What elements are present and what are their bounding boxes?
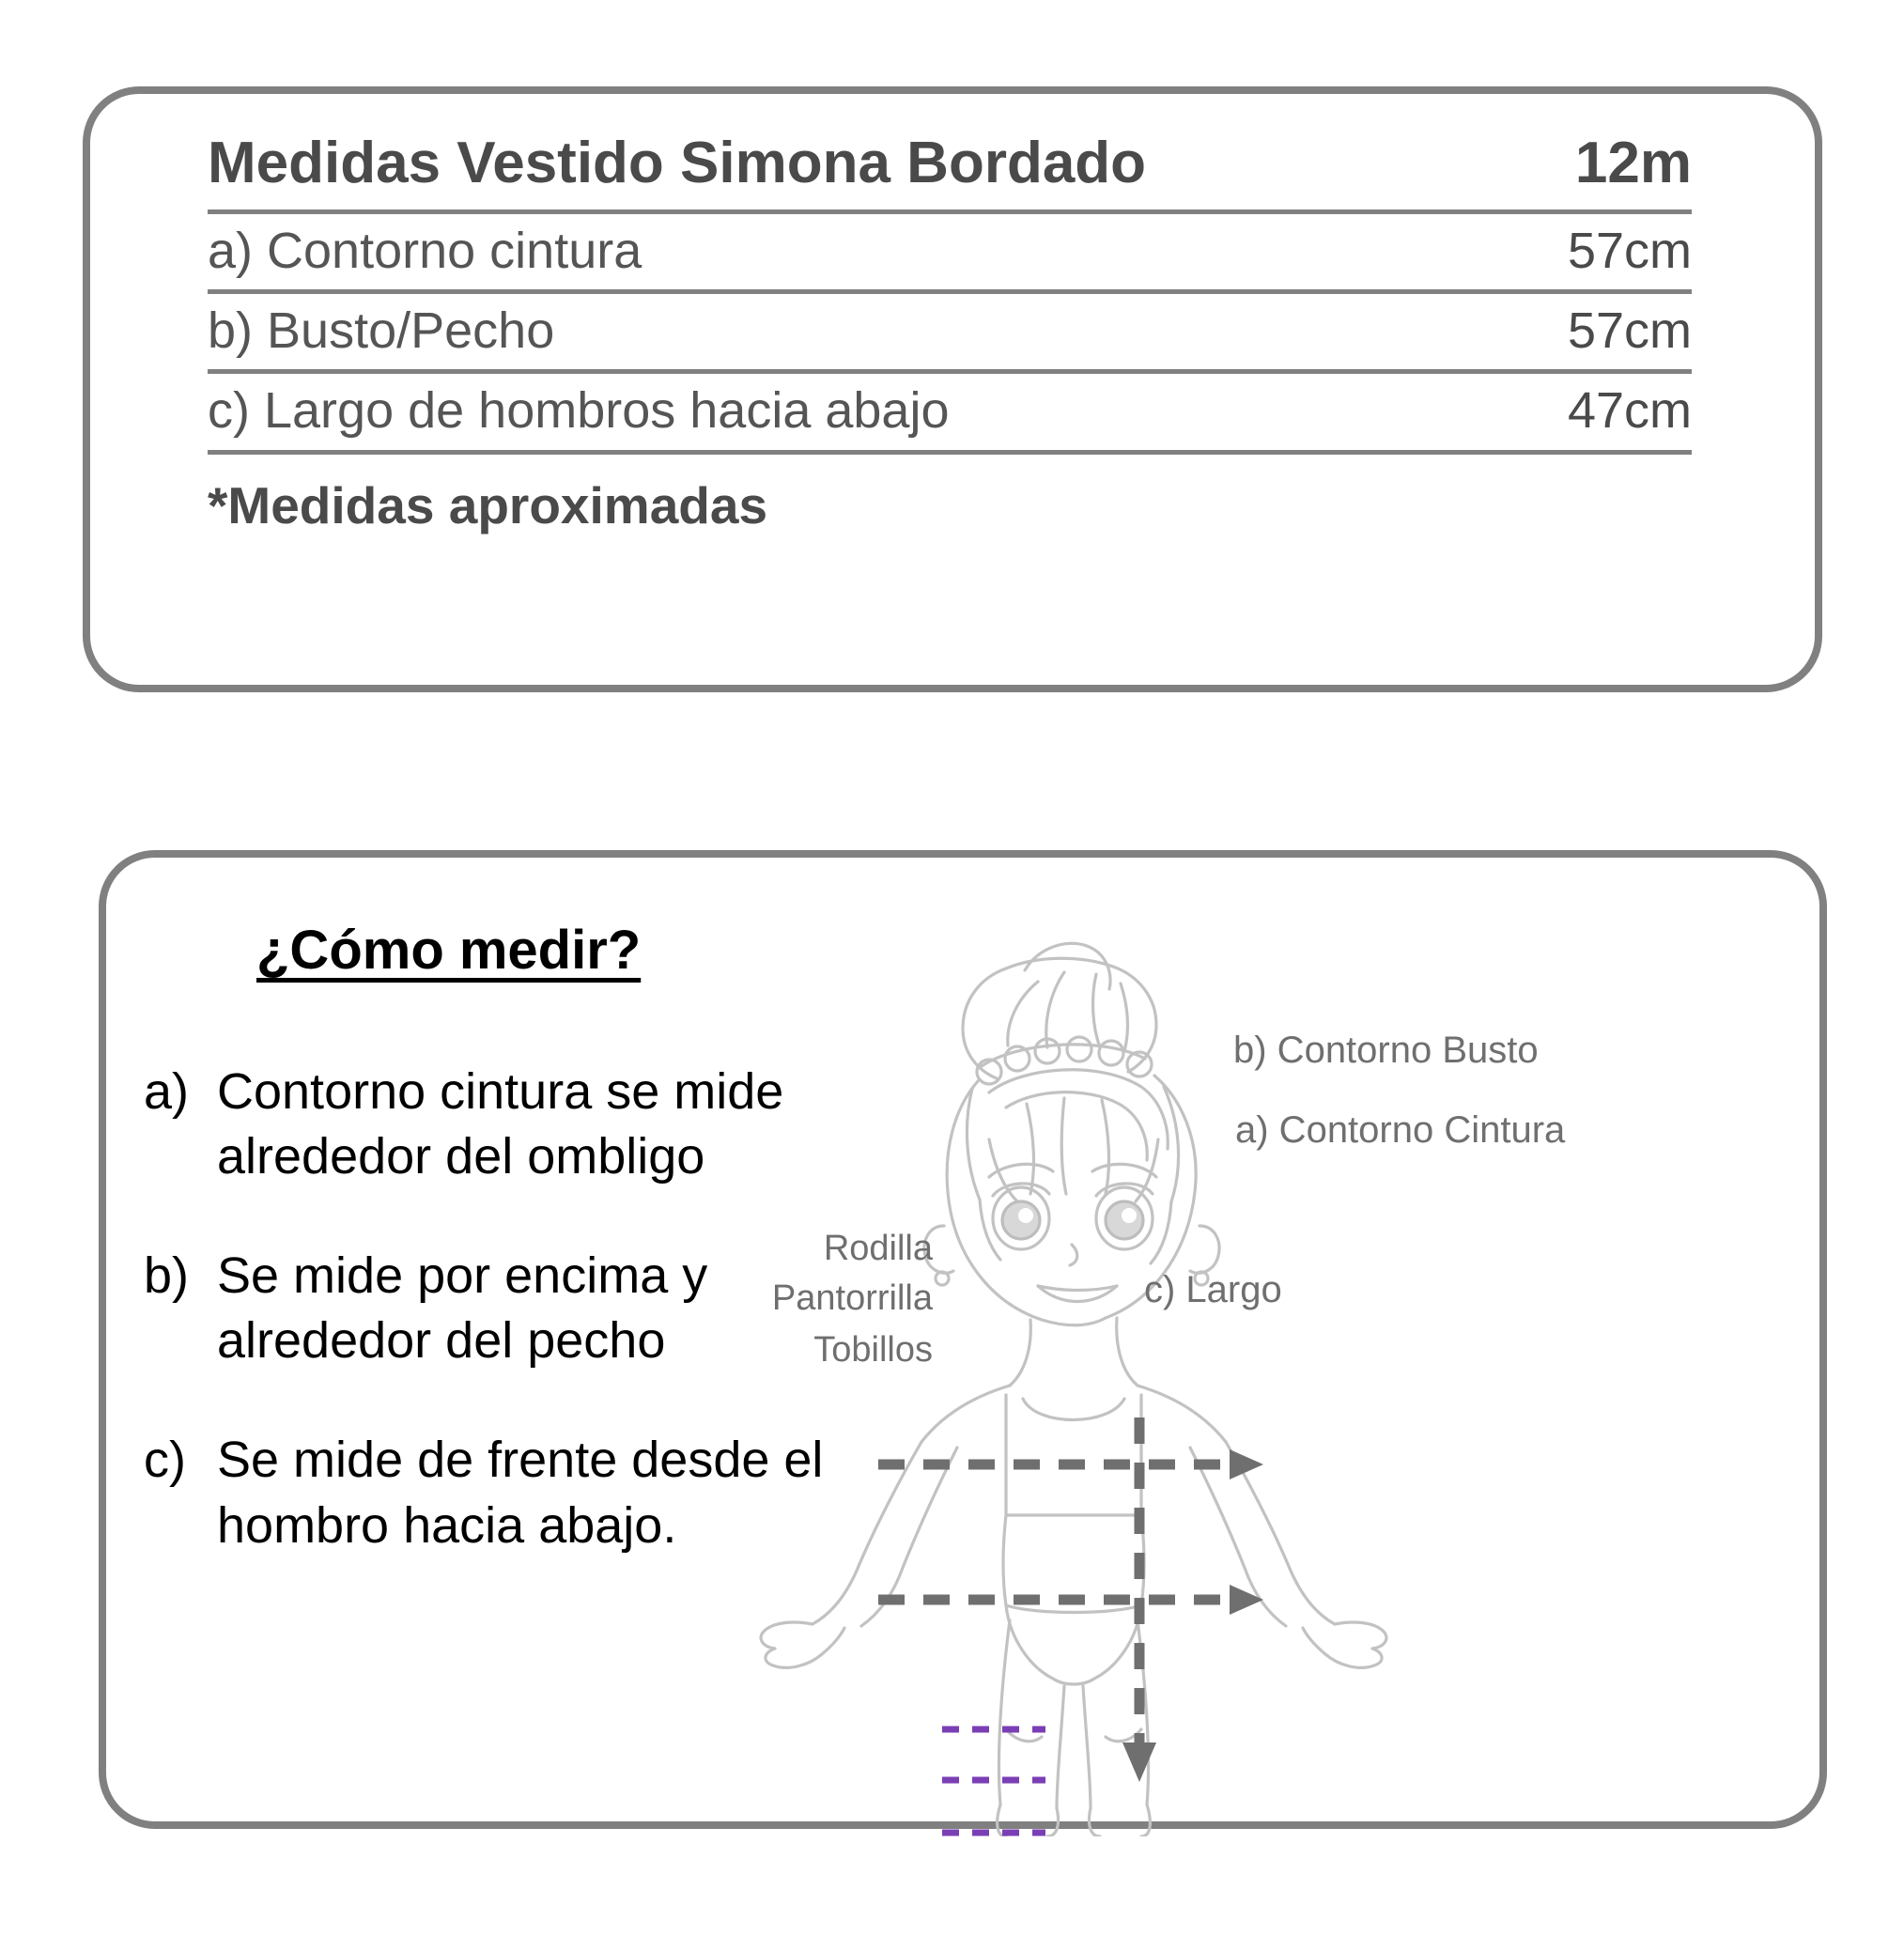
table-row [208, 294, 1692, 369]
approximate-measures-note: *Medidas aproximadas [208, 475, 768, 534]
waist-measure-label: a) Contorno Cintura [1235, 1109, 1566, 1151]
how-to-measure-heading: ¿Cómo medir? [256, 920, 642, 981]
list-item-text-a: Contorno cintura se mide alrededor del ombligo [217, 1063, 784, 1185]
ankle-label: Tobillos [813, 1330, 933, 1370]
table-title-row [208, 122, 1692, 209]
measure-value-a: 57cm [1567, 223, 1692, 280]
measurement-diagram [707, 858, 1834, 1836]
bust-measure-label: b) Contorno Busto [1233, 1030, 1539, 1071]
measure-label-a: a) Contorno cintura [208, 223, 642, 280]
list-item-marker-b: b) [144, 1247, 190, 1305]
table-row [208, 214, 1692, 289]
table-row [208, 374, 1692, 449]
measurements-panel [83, 86, 1822, 692]
calf-label: Pantorrilla [771, 1278, 933, 1318]
list-item-marker-a: a) [144, 1063, 190, 1120]
waist-measure-arrow [878, 1585, 1263, 1615]
knee-label: Rodilla [823, 1229, 933, 1268]
measure-value-b: 57cm [1567, 302, 1692, 360]
length-measure-label: c) Largo [1144, 1269, 1282, 1310]
list-item-marker-c: c) [144, 1432, 186, 1489]
bust-measure-arrow [878, 1449, 1263, 1479]
measure-label-c: c) Largo de hombros hacia abajo [208, 382, 950, 440]
measure-value-c: 47cm [1567, 382, 1692, 440]
list-item-text-c: Se mide de frente desde el hombro hacia abajo. [217, 1432, 824, 1554]
list-item-text-b: Se mide por encima y alrededor del pecho [217, 1247, 708, 1370]
page-title: Medidas Vestido Simona Bordado [208, 131, 1147, 195]
measurements-table [208, 122, 1692, 535]
how-to-measure-panel [99, 850, 1827, 1829]
size-label: 12m [1574, 131, 1692, 195]
measure-label-b: b) Busto/Pecho [208, 302, 555, 360]
